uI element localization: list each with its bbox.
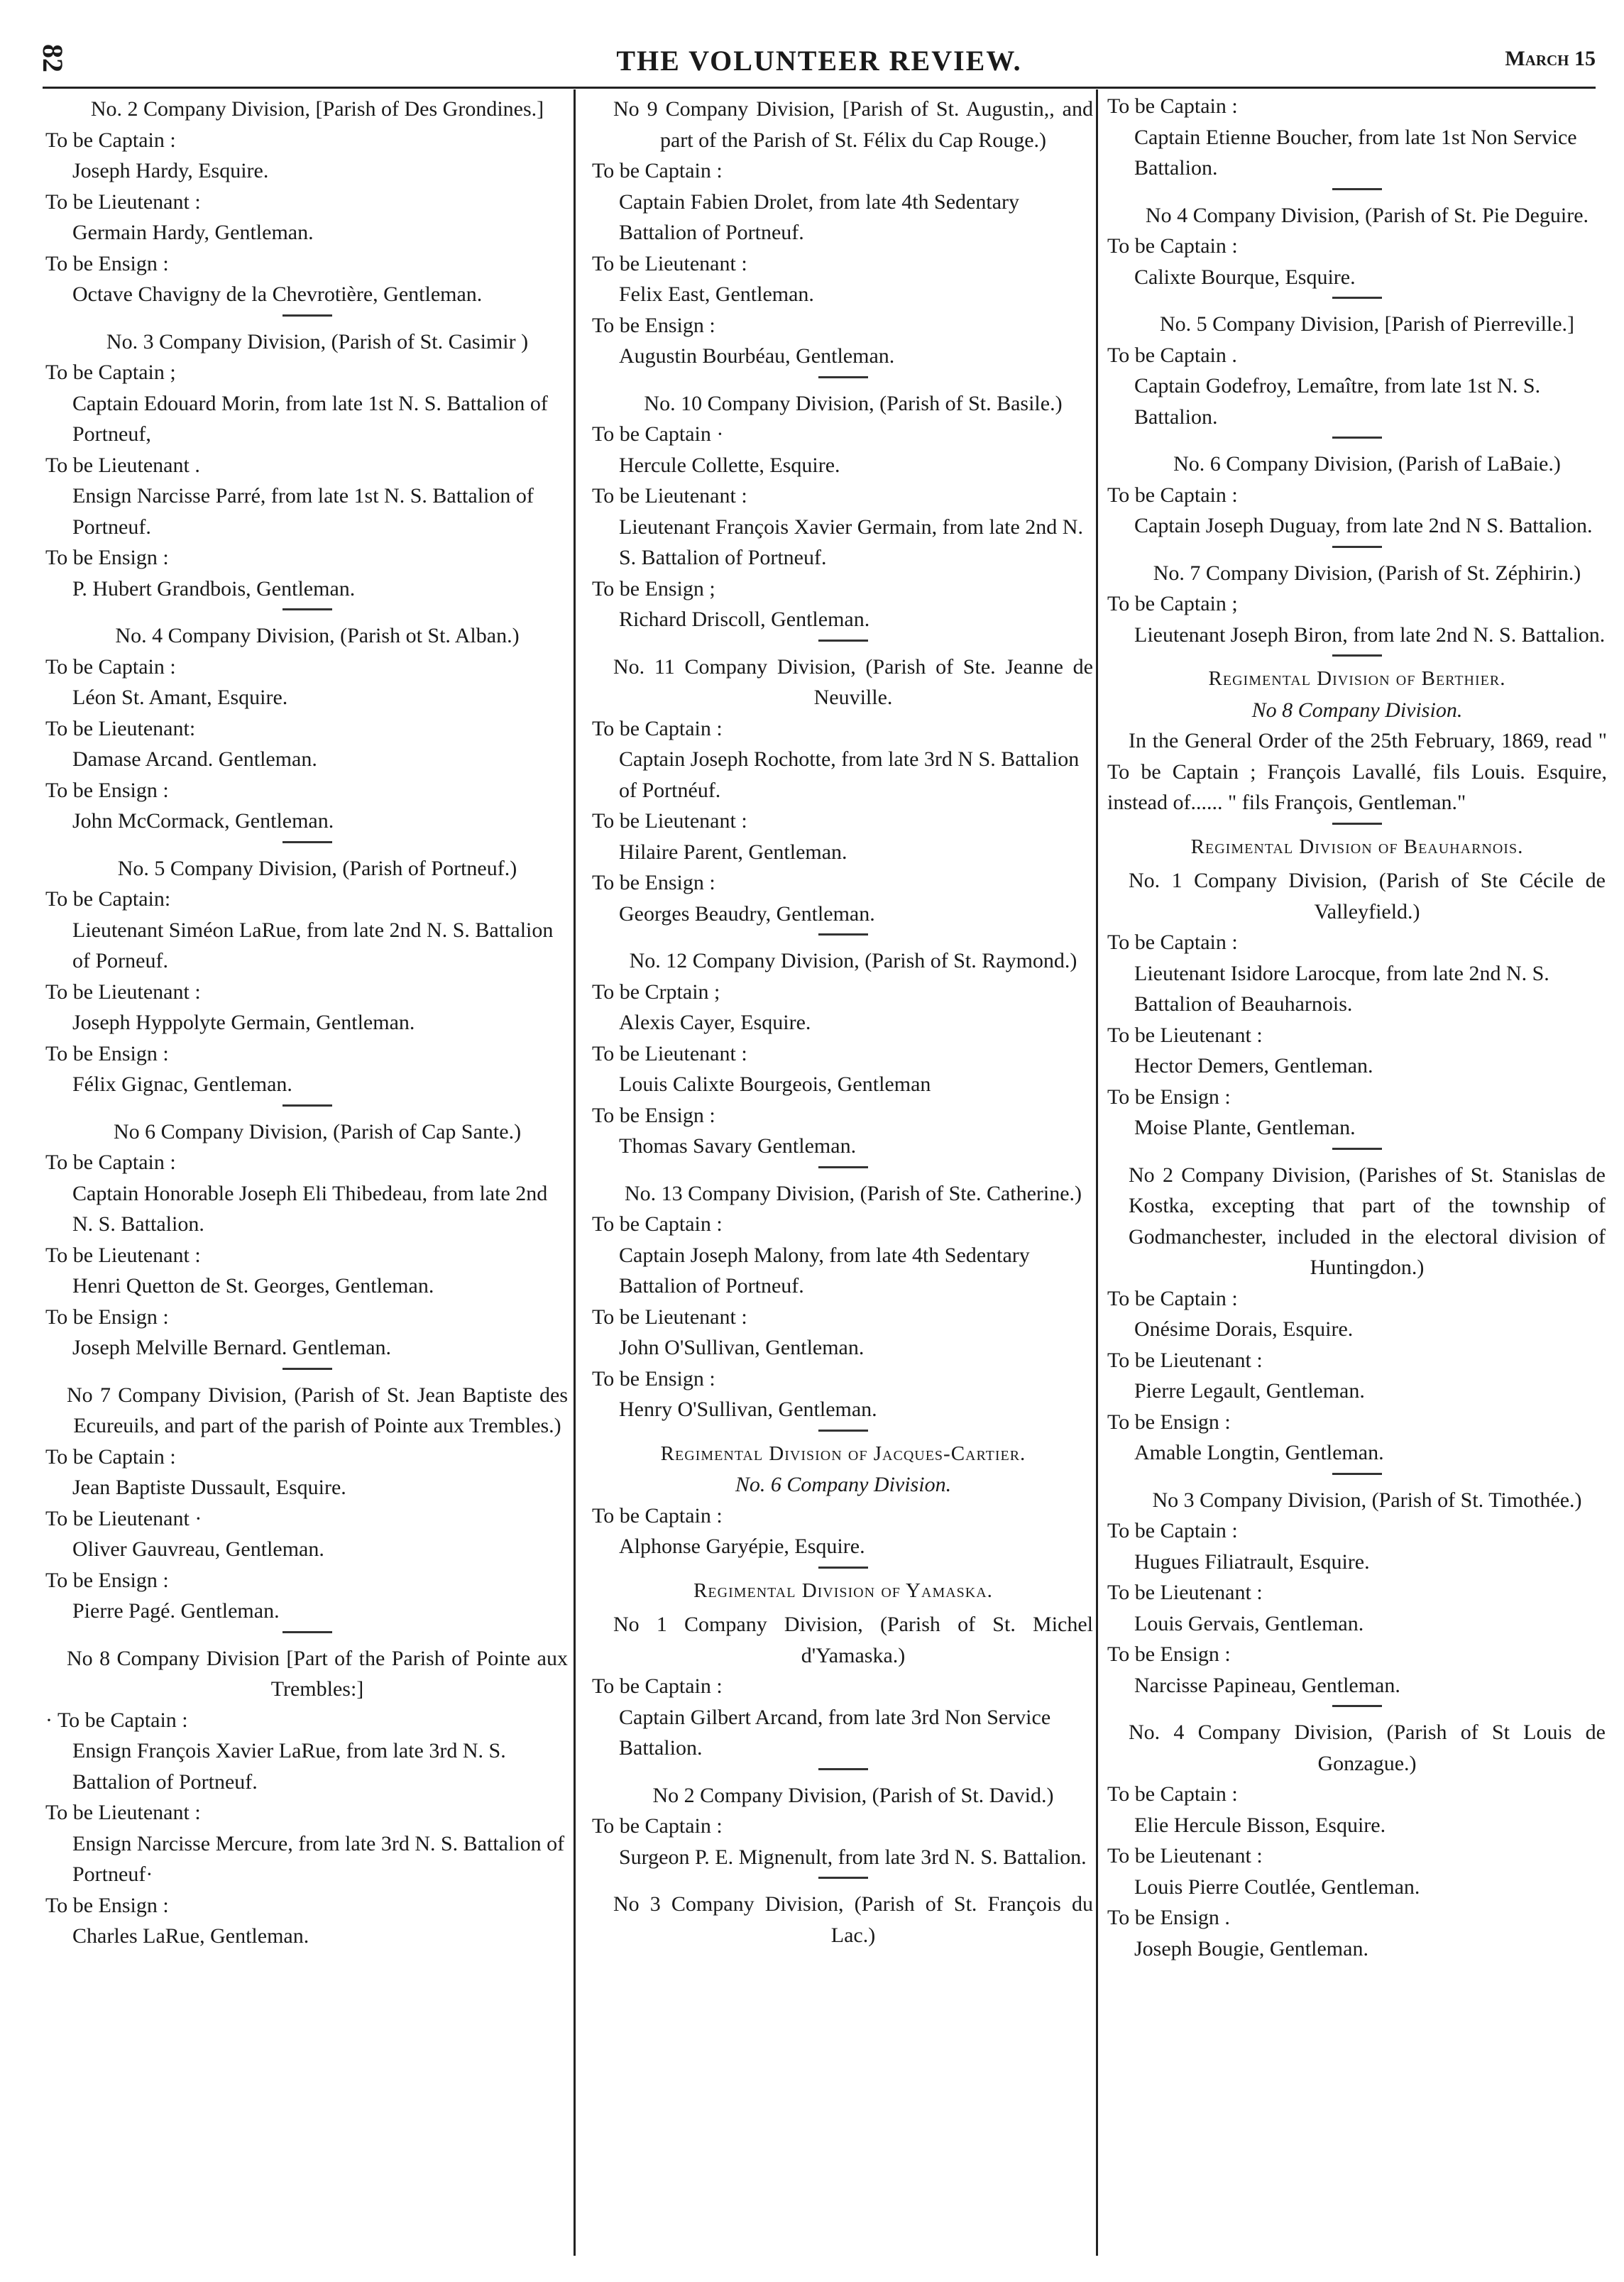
appointee-name: Elie Hercule Bisson, Esquire.	[1134, 1813, 1386, 1837]
rank-label: To be Lieutenant :	[592, 251, 747, 275]
company-division-heading: No 7 Company Division, (Parish of St. Jean Baptiste des Ecureuils, and part of the parish of Pointe aux Trembles.)	[67, 1383, 568, 1437]
rank-label: To be Lieutenant :	[592, 809, 747, 833]
appointee-name: Louis Gervais, Gentleman.	[1134, 1611, 1364, 1635]
appointee-name: Charles LaRue, Gentleman.	[72, 1924, 309, 1948]
company-division-heading: No 8 Company Division [Part of the Parish of Pointe aux Trembles:]	[67, 1646, 568, 1701]
section-separator	[1332, 1705, 1382, 1707]
appointee-name: Lieutenant François Xavier Germain, from late 2nd N. S. Battalion of Portneuf.	[619, 515, 1083, 569]
rank-label: To be Captain:	[45, 887, 171, 911]
appointee-name: Henri Quetton de St. Georges, Gentleman.	[72, 1274, 434, 1298]
rank-label: To be Captain :	[592, 1503, 723, 1527]
section-separator	[1332, 654, 1382, 657]
rank-label: To be Lieutenant :	[592, 1041, 747, 1065]
section-separator	[1332, 1473, 1382, 1475]
company-division-heading: No 4 Company Division, (Parish of St. Pie Deguire.	[1145, 203, 1589, 227]
company-division-heading: No 3 Company Division, (Parish of St. Timothée.)	[1152, 1488, 1582, 1512]
rank-label: To be Captain :	[592, 159, 723, 182]
rank-label: To be Captain ;	[1107, 592, 1238, 615]
rank-label: To be Captain :	[45, 654, 176, 679]
rank-label: To be Ensign :	[592, 871, 715, 894]
section-separator	[1332, 823, 1382, 825]
section-separator	[282, 1631, 332, 1633]
company-division-heading: No. 1 Company Division, (Parish of Ste Cécile de Valleyfield.)	[1129, 869, 1606, 923]
appointee-name: Damase Arcand. Gentleman.	[72, 747, 317, 771]
page-number: 82	[37, 44, 69, 72]
appointee-name: Captain Godefroy, Lemaître, from late 1st N. S. Battalion.	[1134, 374, 1541, 429]
appointee-name: Alexis Cayer, Esquire.	[619, 1011, 811, 1034]
rank-label: To be Ensign :	[45, 1893, 169, 1917]
appointee-name: Léon St. Amant, Esquire.	[72, 686, 288, 709]
appointee-name: Oliver Gauvreau, Gentleman.	[72, 1537, 324, 1561]
section-separator	[818, 376, 868, 378]
company-division-heading: No 1 Company Division, (Parish of St. Michel d'Yamaska.)	[613, 1613, 1093, 1667]
rank-label: To be Lieutenant .	[45, 453, 200, 477]
appointee-name: Richard Driscoll, Gentleman.	[619, 608, 870, 631]
rank-label: To be Ensign :	[45, 1041, 169, 1065]
rank-label: To be Lieutenant :	[45, 190, 201, 214]
appointee-name: Captain Fabien Drolet, from late 4th Sedentary Battalion of Portneuf.	[619, 190, 1020, 244]
company-division-heading: No. 3 Company Division, (Parish of St. Casimir )	[106, 329, 529, 353]
section-separator	[1332, 546, 1382, 548]
rank-label: To be Ensign :	[45, 778, 169, 802]
rank-label: · To be Captain :	[45, 1708, 188, 1732]
correction-paragraph: In the General Order of the 25th February, 1869, read " To be Captain ; François Lavallé, fils Louis. Esquire, instead of...... " fils François, Gentleman."	[1107, 729, 1607, 814]
appointee-name: Jean Baptiste Dussault, Esquire.	[72, 1476, 346, 1499]
rank-label: To be Ensign ;	[592, 576, 715, 600]
rank-label: To be Ensign :	[592, 313, 715, 337]
section-separator	[818, 1430, 868, 1432]
company-division-heading: No 3 Company Division, (Parish of St. François du Lac.)	[613, 1892, 1093, 1947]
company-division-heading: No 9 Company Division, [Parish of St. Augustin,, and part of the Parish of St. Félix du Cap Rouge.)	[613, 97, 1093, 152]
rank-label: To be Captain :	[592, 1814, 723, 1838]
appointee-name: Captain Joseph Malony, from late 4th Sedentary Battalion of Portneuf.	[619, 1243, 1030, 1298]
rank-label: To be Lieutenant :	[45, 980, 201, 1004]
section-separator	[818, 1166, 868, 1168]
section-separator	[818, 933, 868, 936]
appointee-name: Thomas Savary Gentleman.	[619, 1134, 857, 1158]
rank-label: To be Ensign :	[45, 546, 169, 569]
column-2	[589, 91, 1097, 2245]
appointee-name: Hector Demers, Gentleman.	[1134, 1054, 1373, 1077]
company-division-heading: No. 12 Company Division, (Parish of St. Raymond.)	[629, 949, 1077, 972]
rank-label: To be Captain :	[592, 1674, 723, 1698]
rank-label: To be Captain :	[45, 1444, 176, 1469]
company-division-heading: No. 5 Company Division, [Parish of Pierreville.]	[1159, 312, 1575, 336]
appointee-name: Lieutenant Isidore Larocque, from late 2nd N. S. Battalion of Beauharnois.	[1134, 961, 1549, 1016]
appointee-name: Hercule Collette, Esquire.	[619, 453, 840, 477]
company-division-heading: No. 10 Company Division, (Parish of St. Basile.)	[644, 391, 1063, 415]
rank-label: To be Captain :	[1107, 234, 1238, 258]
company-division-heading: No. 6 Company Division, (Parish of LaBaie.)	[1173, 452, 1561, 476]
appointee-name: Calixte Bourque, Esquire.	[1134, 265, 1356, 289]
appointee-name: Captain Joseph Duguay, from late 2nd N S. Battalion.	[1134, 514, 1593, 537]
company-division-heading: No. 2 Company Division, [Parish of Des Grondines.]	[90, 97, 544, 121]
company-division-heading: No. 4 Company Division, (Parish ot St. Alban.)	[115, 624, 520, 647]
company-division-heading: No. 4 Company Division, (Parish of St Louis de Gonzague.)	[1129, 1721, 1606, 1775]
rank-label: To be Lieutenant :	[592, 1305, 747, 1329]
rank-label: To be Captain :	[1107, 931, 1238, 954]
appointee-name: Georges Beaudry, Gentleman.	[619, 901, 875, 926]
subsection-heading: No 8 Company Division.	[1251, 698, 1463, 722]
company-division-heading: No. 11 Company Division, (Parish of Ste. Jeanne de Neuville.	[613, 654, 1093, 709]
rank-label: To be Ensign :	[592, 1366, 715, 1390]
rank-label: To be Ensign :	[1107, 1410, 1231, 1434]
section-separator	[282, 608, 332, 610]
section-separator	[1332, 297, 1382, 299]
section-separator	[282, 314, 332, 317]
rank-label: To be Captain ;	[45, 361, 176, 384]
rank-label: To be Ensign :	[592, 1103, 715, 1127]
appointee-name: Joseph Hardy, Esquire.	[72, 159, 269, 182]
rank-label: To be Captain :	[592, 1212, 723, 1236]
appointee-name: Ensign Narcisse Parré, from late 1st N. S. Battalion of Portneuf.	[72, 484, 534, 539]
appointee-name: Alphonse Garyépie, Esquire.	[619, 1535, 865, 1558]
appointee-name: Amable Longtin, Gentleman.	[1134, 1441, 1384, 1464]
rank-label: To be Captain :	[1107, 483, 1238, 507]
page-title: THE VOLUNTEER REVIEW.	[616, 45, 1022, 77]
rank-label: To be Captain :	[1107, 1286, 1238, 1310]
appointee-name: P. Hubert Grandbois, Gentleman.	[72, 576, 356, 600]
company-division-heading: No 2 Company Division, (Parishes of St. Stanislas de Kostka, excepting that part of the township of Godmanchester, included in the electoral division of Huntingdon.)	[1129, 1163, 1606, 1279]
appointee-name: John McCormack, Gentleman.	[72, 809, 334, 833]
rank-label: To be Captain :	[592, 716, 723, 740]
rank-label: To be Lieutenant :	[1107, 1023, 1263, 1047]
column-divider	[574, 89, 576, 2256]
rank-label: To be Captain :	[45, 1151, 176, 1174]
rank-label: To be Ensign :	[45, 251, 169, 275]
company-division-heading: No. 7 Company Division, (Parish of St. Zéphirin.)	[1153, 561, 1581, 585]
appointee-name: Pierre Legault, Gentleman.	[1134, 1379, 1365, 1403]
section-separator	[1332, 437, 1382, 439]
company-division-heading: No. 5 Company Division, (Parish of Portneuf.)	[117, 856, 517, 880]
rank-label: To be Ensign :	[45, 1305, 169, 1329]
column-1	[43, 91, 572, 2245]
rank-label: To be Lieutenant:	[45, 716, 196, 740]
appointee-name: Captain Honorable Joseph Eli Thibedeau, from late 2nd N. S. Battalion.	[72, 1181, 548, 1236]
appointee-name: Captain Gilbert Arcand, from late 3rd Non Service Battalion.	[619, 1705, 1051, 1760]
company-division-heading: No 6 Company Division, (Parish of Cap Sante.)	[113, 1119, 522, 1143]
rank-label: To be Lieutenant ·	[45, 1506, 202, 1530]
appointee-name: Hugues Filiatrault, Esquire.	[1134, 1549, 1370, 1574]
appointee-name: Augustin Bourbéau, Gentleman.	[619, 344, 895, 368]
rank-label: To be Captain ·	[592, 422, 724, 446]
rank-label: To be Ensign .	[1107, 1906, 1230, 1929]
appointee-name: Pierre Pagé. Gentleman.	[72, 1599, 280, 1623]
appointee-name: Captain Edouard Morin, from late 1st N. S. Battalion of Portneuf,	[72, 391, 548, 446]
page-header	[37, 44, 1596, 87]
appointee-name: Captain Joseph Rochotte, from late 3rd N S. Battalion of Portnéuf.	[619, 747, 1080, 802]
rank-label: To be Crptain ;	[592, 980, 720, 1004]
rank-label: To be Captain :	[45, 128, 176, 152]
appointee-name: Moise Plante, Gentleman.	[1134, 1116, 1356, 1139]
rank-label: To be Lieutenant :	[1107, 1581, 1263, 1604]
appointee-name: Ensign François Xavier LaRue, from late 3rd N. S. Battalion of Portneuf.	[72, 1739, 506, 1794]
appointee-name: Octave Chavigny de la Chevrotière, Gentleman.	[72, 282, 483, 306]
appointee-name: Felix East, Gentleman.	[619, 282, 814, 306]
company-division-heading: No. 13 Company Division, (Parish of Ste. Catherine.)	[624, 1181, 1082, 1205]
rank-label: To be Captain :	[1107, 94, 1238, 118]
appointee-name: Hilaire Parent, Gentleman.	[619, 840, 847, 864]
appointee-name: Narcisse Papineau, Gentleman.	[1134, 1673, 1400, 1697]
appointee-name: John O'Sullivan, Gentleman.	[619, 1336, 865, 1359]
rank-label: To be Captain :	[1107, 1782, 1238, 1806]
subsection-heading: No. 6 Company Division.	[735, 1473, 952, 1496]
rank-label: To be Lieutenant :	[45, 1801, 201, 1824]
regimental-division-heading: Regimental Division of Berthier.	[1208, 667, 1506, 690]
issue-date: March 15	[1505, 47, 1596, 70]
header-rule	[43, 87, 1596, 89]
rank-label: To be Ensign :	[45, 1568, 169, 1592]
column-3	[1104, 91, 1610, 2245]
regimental-division-heading: Regimental Division of Yamaska.	[693, 1579, 993, 1602]
appointee-name: Joseph Hyppolyte Germain, Gentleman.	[72, 1011, 415, 1034]
rank-label: To be Ensign :	[1107, 1642, 1231, 1666]
appointee-name: Captain Etienne Boucher, from late 1st Non Service Battalion.	[1134, 125, 1577, 180]
appointee-name: Ensign Narcisse Mercure, from late 3rd N. S. Battalion of Portneuf·	[72, 1831, 565, 1886]
rank-label: To be Captain .	[1107, 343, 1237, 367]
appointee-name: Louis Pierre Coutlée, Gentleman.	[1134, 1875, 1420, 1899]
section-separator	[1332, 1148, 1382, 1150]
section-separator	[818, 1877, 868, 1879]
appointee-name: Germain Hardy, Gentleman.	[72, 221, 314, 244]
section-separator	[1332, 188, 1382, 190]
section-separator	[818, 1567, 868, 1569]
section-separator	[282, 1104, 332, 1107]
appointee-name: Félix Gignac, Gentleman.	[72, 1073, 292, 1096]
rank-label: To be Lieutenant :	[592, 484, 747, 508]
section-separator	[282, 1368, 332, 1370]
rank-label: To be Lieutenant :	[1107, 1348, 1263, 1372]
appointee-name: Henry O'Sullivan, Gentleman.	[619, 1398, 877, 1421]
appointee-name: Lieutenant Siméon LaRue, from late 2nd N. S. Battalion of Porneuf.	[72, 918, 554, 972]
appointee-name: Surgeon P. E. Mignenult, from late 3rd N. S. Battalion.	[619, 1845, 1087, 1869]
appointee-name: Lieutenant Joseph Biron, from late 2nd N. S. Battalion.	[1134, 622, 1606, 647]
rank-label: To be Ensign :	[1107, 1085, 1231, 1109]
appointee-name: Joseph Bougie, Gentleman.	[1134, 1936, 1368, 1960]
rank-label: To be Lieutenant :	[1107, 1844, 1263, 1867]
appointee-name: Louis Calixte Bourgeois, Gentleman	[619, 1073, 931, 1096]
rank-label: To be Captain :	[1107, 1519, 1238, 1542]
rank-label: To be Lieutenant :	[45, 1243, 201, 1267]
appointee-name: Onésime Dorais, Esquire.	[1134, 1317, 1354, 1341]
regimental-division-heading: Regimental Division of Jacques-Cartier.	[660, 1442, 1026, 1465]
company-division-heading: No 2 Company Division, (Parish of St. David.)	[652, 1783, 1054, 1807]
regimental-division-heading: Regimental Division of Beauharnois.	[1190, 835, 1524, 858]
section-separator	[282, 841, 332, 843]
section-separator	[818, 1768, 868, 1770]
appointee-name: Joseph Melville Bernard. Gentleman.	[72, 1336, 392, 1359]
section-separator	[818, 640, 868, 642]
